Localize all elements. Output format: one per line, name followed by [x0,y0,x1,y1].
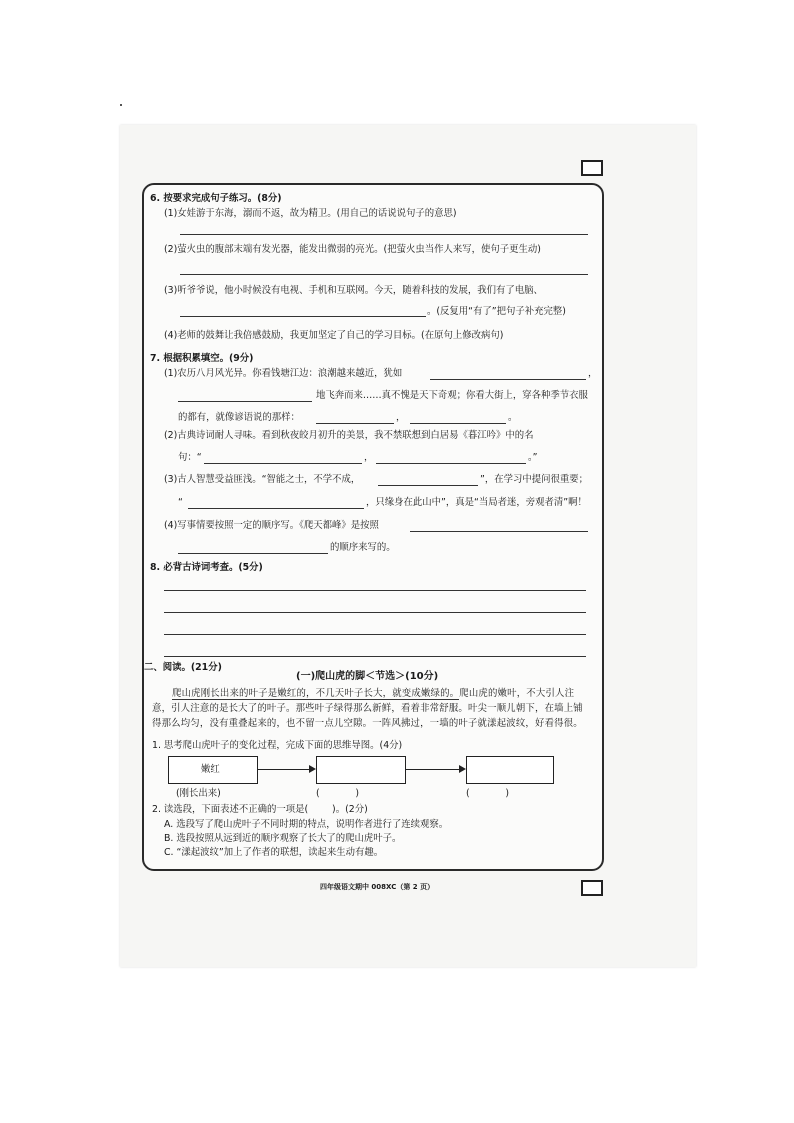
q7-item-3a: (3)古人智慧受益匪浅。“智能之士，不学不成， [164,474,361,485]
q7-item-1c: 的都有，就像谚语说的那样： [178,412,300,423]
mindmap-box-1-label: 嫩红 [201,764,220,775]
mindmap-caption-2[interactable]: ( ) [316,788,360,799]
mindmap-caption-1: (刚长出来) [176,788,221,799]
q7-item-1b: 地飞奔而来……真不愧是天下奇观；你看大街上，穿各种季节衣服 [316,390,588,401]
q7-item-4b: 的顺序来写的。 [330,542,396,553]
mindmap-box-2[interactable] [316,756,406,784]
q7-item-3d: ，只缘身在此山中”，真是“当局者迷，旁观者清”啊！ [366,497,587,508]
mindmap-box-3[interactable] [466,756,554,784]
q7-item-2d: 。” [528,452,538,463]
q6-title: 6. 按要求完成句子练习。(8分) [150,193,282,204]
arrow-icon [258,769,314,770]
answer-line[interactable] [180,316,426,317]
option-c[interactable]: C. “漾起波纹”加上了作者的联想，读起来生动有趣。 [164,847,384,858]
q8-title: 8. 必背古诗词考查。(5分) [150,562,263,573]
mindmap-box-1 [168,756,258,784]
option-a[interactable]: A. 选段写了爬山虎叶子不同时期的特点，说明作者进行了连续观察。 [164,819,449,830]
q7-item-2a: (2)古典诗词耐人寻味。看到秋夜皎月初升的美景，我不禁联想到白居易《暮江吟》中的名 [164,430,534,441]
fill-blank[interactable] [410,423,506,424]
answer-line[interactable] [164,590,586,591]
q6-sentence-3-tail: 。(反复用“有了”把句子补充完整) [427,306,566,317]
fill-blank[interactable] [376,463,526,464]
q7-item-2b: 句：“ [178,452,202,463]
fill-blank[interactable] [316,423,394,424]
underlined-sentence: 爬山虎刚长出来的叶子是嫩红的，不几天叶子长大，就变成嫩绿的。 [172,688,460,699]
reading-q1: 1. 思考爬山虎叶子的变化过程，完成下面的思维导图。(4分) [152,740,403,751]
q6-sentence-1: (1)女娃游于东海，溺而不返，故为精卫。(用自己的话说说句子的意思) [164,208,457,219]
reading-q2: 2. 读选段，下面表述不正确的一项是( )。(2分) [152,804,368,815]
fill-blank[interactable] [178,401,312,402]
q7-item-1a: (1)农历八月风光异。你看钱塘江边：浪潮越来越近，犹如 [164,368,403,379]
page-footer: 四年级语文期中 008XC（第 2 页） [320,883,435,891]
corner-mark-bottom [581,880,603,896]
answer-line[interactable] [164,612,586,613]
q7-item-3c: “ [178,497,183,508]
q7-item-4a: (4)写事情要按照一定的顺序写。《爬天都峰》是按照 [164,520,379,531]
reading-passage [152,686,592,731]
fill-blank[interactable] [378,485,478,486]
q7-title: 7. 根据积累填空。(9分) [150,353,254,364]
scan-speck [120,104,122,106]
answer-line[interactable] [180,234,588,235]
q7-item-3b: ”，在学习中提问很重要； [480,474,588,485]
comma-mark: ， [396,412,406,423]
period-mark: 。 [508,412,518,423]
q6-sentence-3: (3)听爷爷说，他小时候没有电视、手机和互联网。今天，随着科技的发展，我们有了电脑、 [164,285,543,296]
q6-sentence-4: (4)老师的鼓舞让我倍感鼓励，我更加坚定了自己的学习目标。(在原句上修改病句) [164,330,504,341]
comma-mark: ， [588,368,598,379]
fill-blank[interactable] [410,531,588,532]
fill-blank[interactable] [188,508,364,509]
fill-blank[interactable] [178,553,328,554]
answer-line[interactable] [164,634,586,635]
arrow-icon [406,769,464,770]
fill-blank[interactable] [430,379,586,380]
corner-mark-top [581,160,603,176]
passage-title: (一)爬山虎的脚＜节选＞(10分) [296,671,439,682]
answer-line[interactable] [180,274,588,275]
fill-blank[interactable] [204,463,362,464]
passage-text: 爬山虎的嫩叶，不大引人注意，引人注意的是长大了的叶子。那些叶子绿得那么新鲜，看着非常舒服。叶尖一顺儿朝下，在墙上铺得那么均匀，没有重叠起来的，也不留一点儿空隙。一阵风拂过，一墙的叶子就漾起波纹，好看得很。 [152,688,583,729]
q6-sentence-2: (2)萤火虫的腹部末端有发光器，能发出微弱的亮光。(把萤火虫当作人来写，使句子更生动) [164,244,541,255]
mindmap-caption-3[interactable]: ( ) [466,788,510,799]
option-b[interactable]: B. 选段按照从远到近的顺序观察了长大了的爬山虎叶子。 [164,833,402,844]
answer-line[interactable] [164,656,586,657]
section2-title: 二、阅读。(21分) [144,662,222,673]
q7-item-2c: ， [364,452,374,463]
